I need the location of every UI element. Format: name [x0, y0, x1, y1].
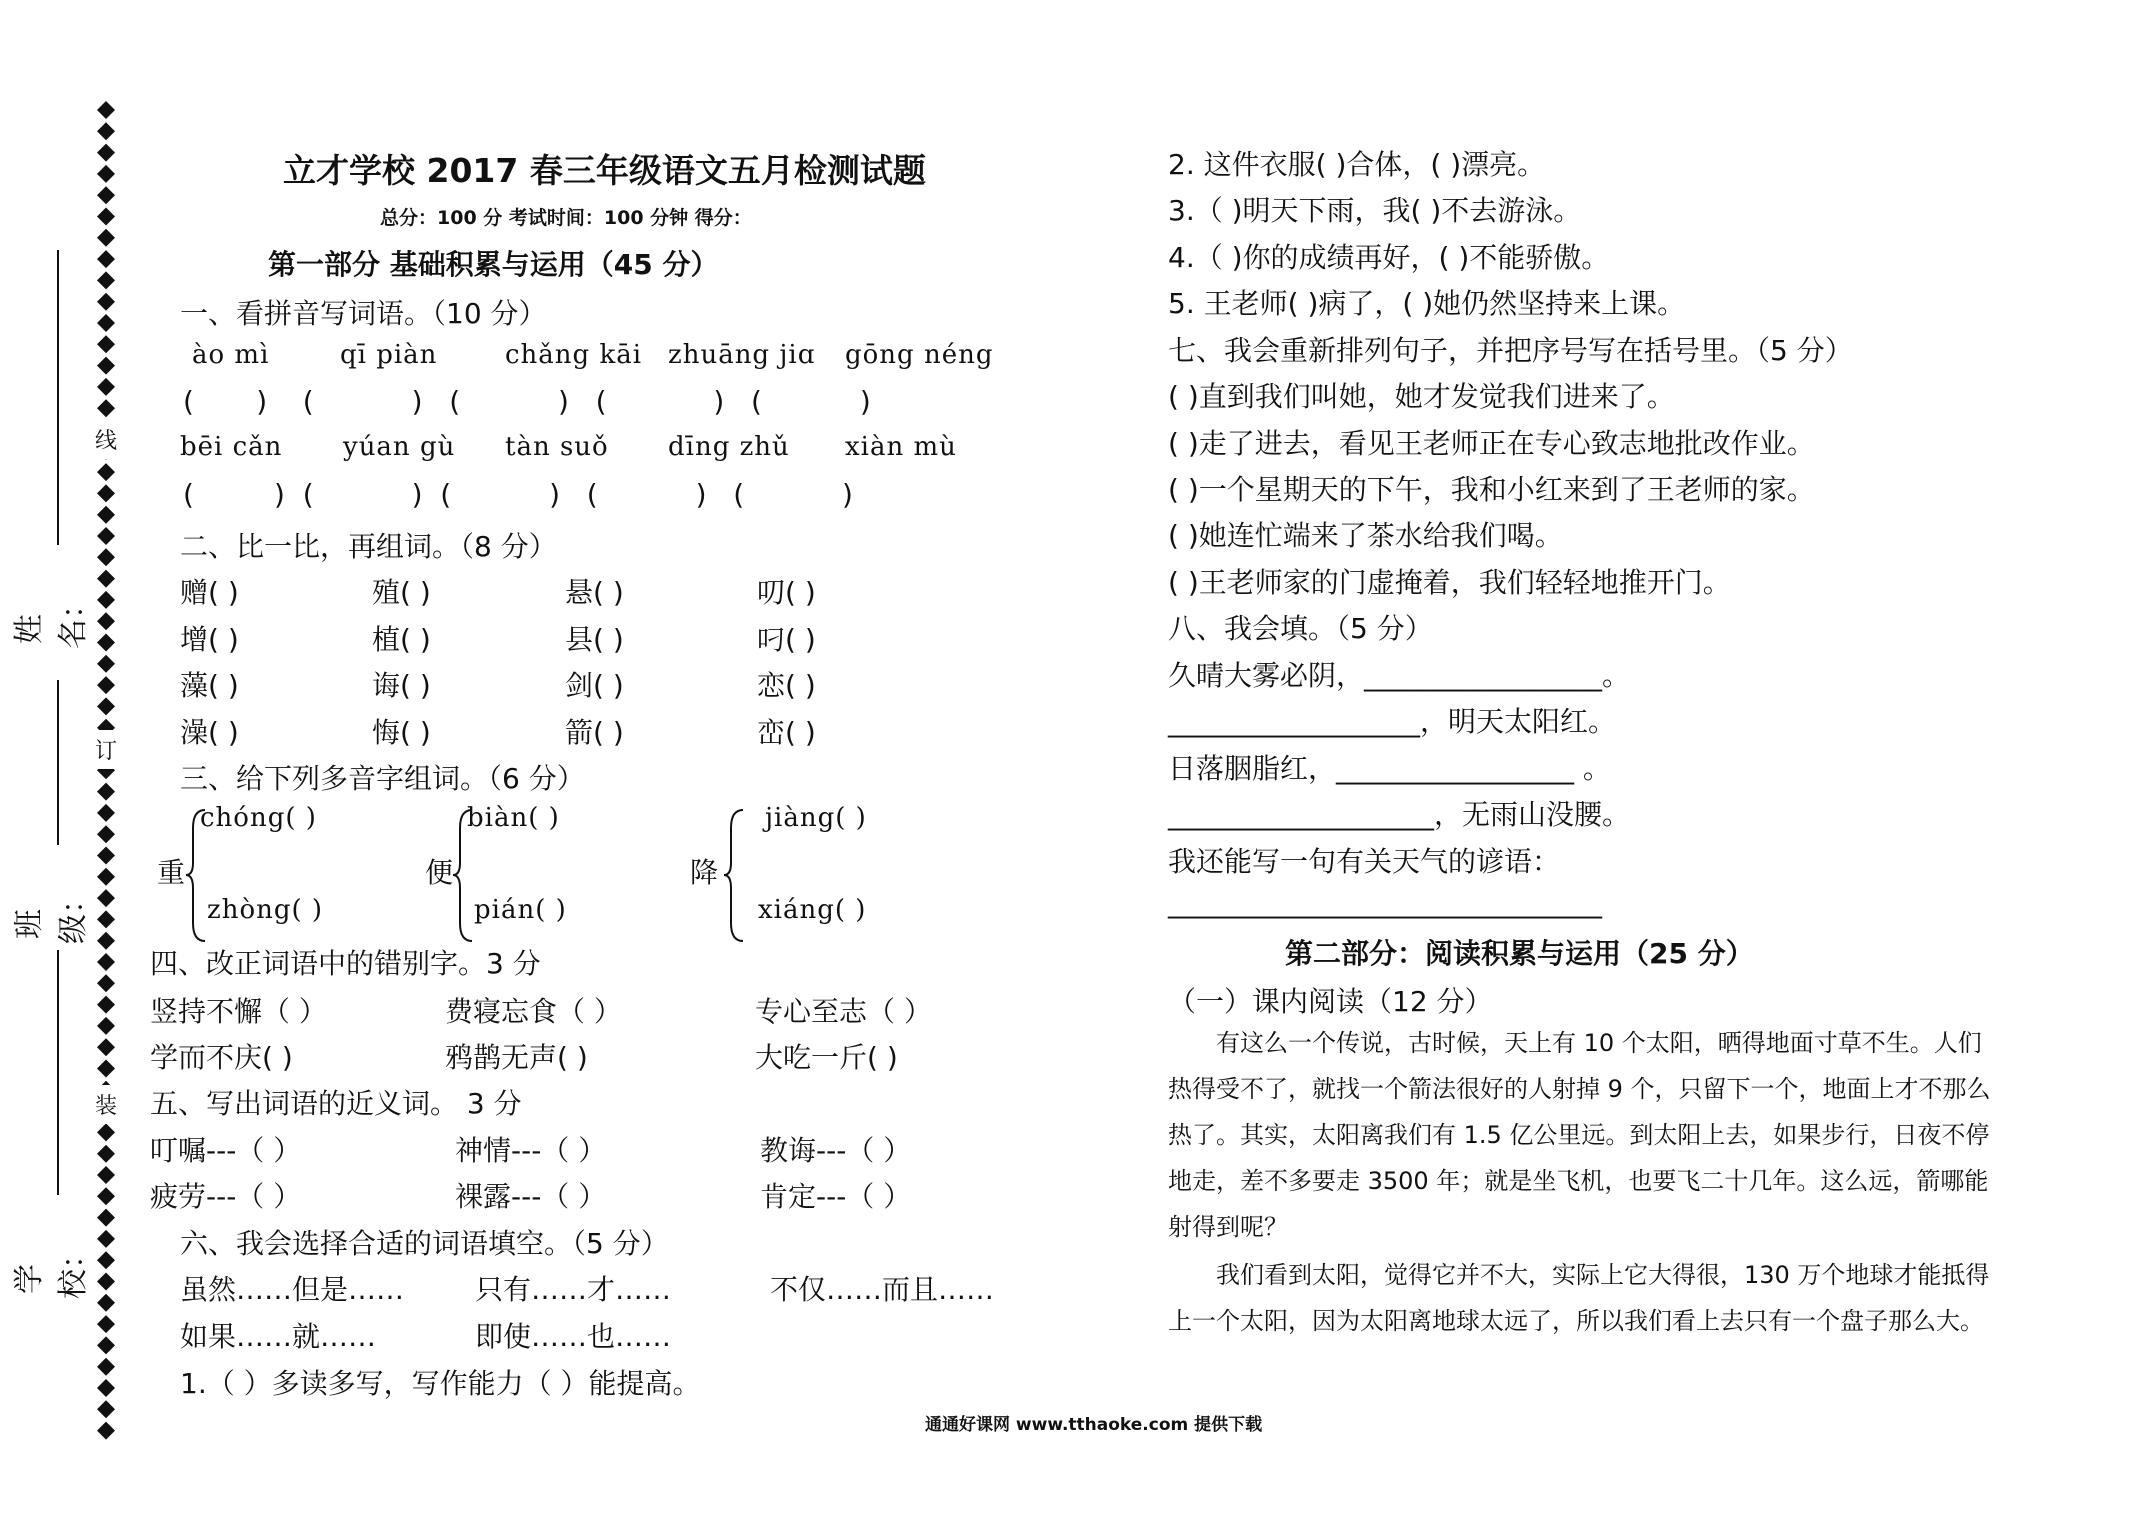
answer-blanks-row-2: ( ) ( ) ( ) ( ) ( ): [183, 478, 853, 511]
diamond-icon: [97, 1017, 115, 1035]
reorder-item: ( )直到我们叫她，她才发觉我们进来了。: [1168, 380, 1675, 413]
conjunction-option: 即使……也……: [475, 1320, 672, 1353]
diamond-icon: [97, 293, 115, 311]
polyphone-char: 便: [425, 856, 454, 889]
polyphone-char: 重: [157, 856, 186, 889]
diamond-icon: [97, 229, 115, 247]
s1-heading: 一、看拼音写词语。（10 分）: [180, 297, 547, 330]
proverb-item: __________________，明天太阳红。: [1168, 705, 1617, 738]
typo-item: 鸦鹊无声( ): [445, 1041, 588, 1074]
diamond-icon: [97, 1145, 115, 1163]
diamond-icon: [97, 186, 115, 204]
reorder-item: ( )王老师家的门虚掩着，我们轻轻地推开门。: [1168, 566, 1731, 599]
proverb-item: 日落胭脂红，_________________ 。: [1168, 752, 1611, 785]
diamond-icon: [97, 697, 115, 715]
proverb-answer-line: _______________________________: [1168, 886, 1602, 919]
diamond-icon: [97, 655, 115, 673]
diamond-icon: [97, 250, 115, 268]
proverb-item: ___________________，无雨山没腰。: [1168, 798, 1631, 831]
s5-heading: 五、写出词语的近义词。 3 分: [150, 1087, 522, 1120]
diamond-icon: [97, 271, 115, 289]
s3-heading: 三、给下列多音字组词。（6 分）: [180, 762, 585, 795]
diamond-icon: [97, 378, 115, 396]
brace-icon: [723, 808, 745, 943]
reading-subheading: （一）课内阅读（12 分）: [1168, 985, 1493, 1018]
compare-item: 剑( ): [565, 669, 624, 702]
diamond-icon: [97, 1251, 115, 1269]
typo-item: 大吃一斤( ): [755, 1041, 898, 1074]
reading-paragraph: 有这么一个传说，古时候，天上有 10 个太阳，晒得地面寸草不生。人们热得受不了，就找一个箭法很好的人射掉 9 个，只留下一个，地面上才不那么热了。其实，太阳离我们有 1.5 亿公里远。到太阳上去，如果步行，日夜不停地走，差不多要走 3500 年；就是坐飞机，也要飞二十几年。这么远，箭哪能射得到呢？: [1168, 1029, 1991, 1241]
compare-item: 藻( ): [180, 669, 239, 702]
conjunction-option: 虽然……但是……: [180, 1273, 405, 1306]
diamond-icon: [97, 1422, 115, 1440]
diamond-icon: [97, 996, 115, 1014]
diamond-icon: [97, 591, 115, 609]
pinyin: gōng néng: [845, 340, 994, 370]
compare-item: 诲( ): [372, 669, 431, 702]
diamond-icon: [97, 634, 115, 652]
diamond-icon: [97, 101, 115, 119]
polyphone-reading: biàn( ): [467, 803, 560, 833]
pinyin: ào mì: [192, 340, 270, 370]
synonym-item: 叮嘱---（ ）: [150, 1134, 302, 1167]
diamond-icon: [97, 208, 115, 226]
compare-item: 植( ): [372, 623, 431, 656]
reorder-item: ( )她连忙端来了茶水给我们喝。: [1168, 519, 1563, 552]
proverb-item: 久晴大雾必阴，_________________。: [1168, 659, 1631, 692]
s7-heading: 七、我会重新排列句子，并把序号写在括号里。（5 分）: [1168, 334, 1853, 367]
pinyin: chǎng kāi: [505, 340, 643, 370]
diamond-icon: [97, 804, 115, 822]
exam-meta: 总分：100 分 考试时间：100 分钟 得分：: [380, 207, 752, 229]
synonym-item: 教诲---（ ）: [760, 1134, 912, 1167]
compare-item: 箭( ): [565, 716, 624, 749]
compare-item: 恋( ): [757, 669, 816, 702]
footer-credit: 通通好课网 www.tthaoke.com 提供下载: [925, 1415, 1263, 1435]
fill-item: 5. 王老师( )病了，( )她仍然坚持来上课。: [1168, 287, 1686, 320]
diamond-icon: [97, 612, 115, 630]
s2-heading: 二、比一比，再组词。（8 分）: [180, 530, 557, 563]
compare-item: 增( ): [180, 623, 239, 656]
s6-heading: 六、我会选择合适的词语填空。（5 分）: [180, 1227, 669, 1260]
diamond-icon: [97, 335, 115, 353]
diamond-icon: [97, 1315, 115, 1333]
reorder-item: ( )一个星期天的下午，我和小红来到了王老师的家。: [1168, 473, 1815, 506]
diamond-icon: [97, 1400, 115, 1418]
school-line: [57, 950, 59, 1195]
compare-item: 叨( ): [757, 576, 816, 609]
diamond-icon: [97, 953, 115, 971]
school-label: 学校：: [12, 1239, 91, 1299]
typo-item: 费寝忘食（ ）: [445, 995, 622, 1028]
diamond-icon: [97, 1187, 115, 1205]
polyphone-reading: chóng( ): [200, 803, 317, 833]
pinyin: qī piàn: [340, 340, 438, 370]
diamond-icon: [97, 868, 115, 886]
diamond-icon: [97, 357, 115, 375]
diamond-icon: [97, 1336, 115, 1354]
proverb-item: 我还能写一句有关天气的谚语：: [1168, 845, 1561, 878]
conjunction-option: 不仅……而且……: [770, 1273, 995, 1306]
fill-item: 3.（ )明天下雨，我( )不去游泳。: [1168, 194, 1582, 227]
pinyin: tàn suǒ: [505, 432, 609, 462]
polyphone-reading: jiàng( ): [765, 803, 867, 833]
diamond-icon: [97, 847, 115, 865]
diamond-icon: [97, 910, 115, 928]
pinyin: bēi cǎn: [180, 432, 283, 462]
compare-item: 叼( ): [757, 623, 816, 656]
diamond-icon: [97, 314, 115, 332]
conjunction-option: 只有……才……: [475, 1273, 672, 1306]
compare-item: 峦( ): [757, 716, 816, 749]
polyphone-reading: pián( ): [474, 895, 567, 925]
diamond-icon: [97, 825, 115, 843]
part2-heading: 第二部分：阅读积累与运用（25 分）: [1285, 937, 1754, 970]
synonym-item: 神情---（ ）: [455, 1134, 607, 1167]
diamond-icon: [97, 932, 115, 950]
synonym-item: 裸露---（ ）: [455, 1180, 607, 1213]
class-label: 班级：: [12, 884, 91, 944]
diamond-border: [93, 100, 119, 1442]
class-line: [57, 680, 59, 845]
diamond-icon: [97, 676, 115, 694]
diamond-icon: [97, 122, 115, 140]
synonym-item: 肯定---（ ）: [760, 1180, 912, 1213]
diamond-icon: [97, 1294, 115, 1312]
diamond-icon: [97, 1060, 115, 1078]
polyphone-char: 降: [690, 856, 719, 889]
binding-word-line: 线: [95, 420, 117, 459]
diamond-icon: [97, 570, 115, 588]
typo-item: 专心至志（ ）: [755, 995, 932, 1028]
part1-heading: 第一部分 基础积累与运用（45 分）: [268, 248, 719, 281]
diamond-icon: [97, 1273, 115, 1291]
diamond-icon: [97, 399, 115, 417]
s8-heading: 八、我会填。（5 分）: [1168, 612, 1433, 645]
compare-item: 赠( ): [180, 576, 239, 609]
pinyin: xiàn mù: [845, 432, 957, 462]
conjunction-option: 如果……就……: [180, 1320, 377, 1353]
exam-title: 立才学校 2017 春三年级语文五月检测试题: [283, 151, 926, 190]
compare-item: 悬( ): [565, 576, 624, 609]
name-line: [57, 250, 59, 545]
compare-item: 县( ): [565, 623, 624, 656]
typo-item: 竖持不懈（ ）: [150, 995, 327, 1028]
polyphone-reading: zhòng( ): [207, 895, 324, 925]
diamond-icon: [97, 1038, 115, 1056]
reorder-item: ( )走了进去，看见王老师正在专心致志地批改作业。: [1168, 427, 1815, 460]
polyphone-reading: xiáng( ): [758, 895, 867, 925]
diamond-icon: [97, 463, 115, 481]
diamond-icon: [97, 1230, 115, 1248]
fill-item: 1.（ ）多读多写，写作能力（ ）能提高。: [180, 1367, 701, 1400]
diamond-icon: [97, 1209, 115, 1227]
pinyin: zhuāng jiɑ: [668, 340, 816, 370]
binding-word-bind: 装: [95, 1085, 117, 1124]
typo-item: 学而不庆( ): [150, 1041, 293, 1074]
s4-heading: 四、改正词语中的错别字。3 分: [150, 947, 541, 980]
synonym-item: 疲劳---（ ）: [150, 1180, 302, 1213]
pinyin: dīng zhǔ: [668, 432, 790, 462]
pinyin: yúan gù: [343, 432, 456, 462]
diamond-icon: [97, 1123, 115, 1141]
answer-blanks-row-1: ( ) ( ) ( ) ( ) ( ): [183, 385, 871, 418]
diamond-icon: [97, 783, 115, 801]
diamond-icon: [97, 527, 115, 545]
compare-item: 澡( ): [180, 716, 239, 749]
diamond-icon: [97, 506, 115, 524]
fill-item: 4.（ )你的成绩再好，( )不能骄傲。: [1168, 241, 1610, 274]
diamond-icon: [97, 144, 115, 162]
name-label: 姓名：: [12, 589, 91, 649]
diamond-icon: [97, 484, 115, 502]
diamond-icon: [97, 1358, 115, 1376]
reading-paragraph: 我们看到太阳，觉得它并不大，实际上它大得很，130 万个地球才能抵得上一个太阳，因为太阳离地球太远了，所以我们看上去只有一个盘子那么大。: [1168, 1261, 1990, 1335]
diamond-icon: [97, 1379, 115, 1397]
diamond-icon: [97, 548, 115, 566]
compare-item: 殖( ): [372, 576, 431, 609]
binding-word-order: 订: [95, 730, 117, 769]
diamond-icon: [97, 974, 115, 992]
compare-item: 悔( ): [372, 716, 431, 749]
diamond-icon: [97, 165, 115, 183]
diamond-icon: [97, 1166, 115, 1184]
diamond-icon: [97, 889, 115, 907]
fill-item: 2. 这件衣服( )合体，( )漂亮。: [1168, 148, 1546, 181]
